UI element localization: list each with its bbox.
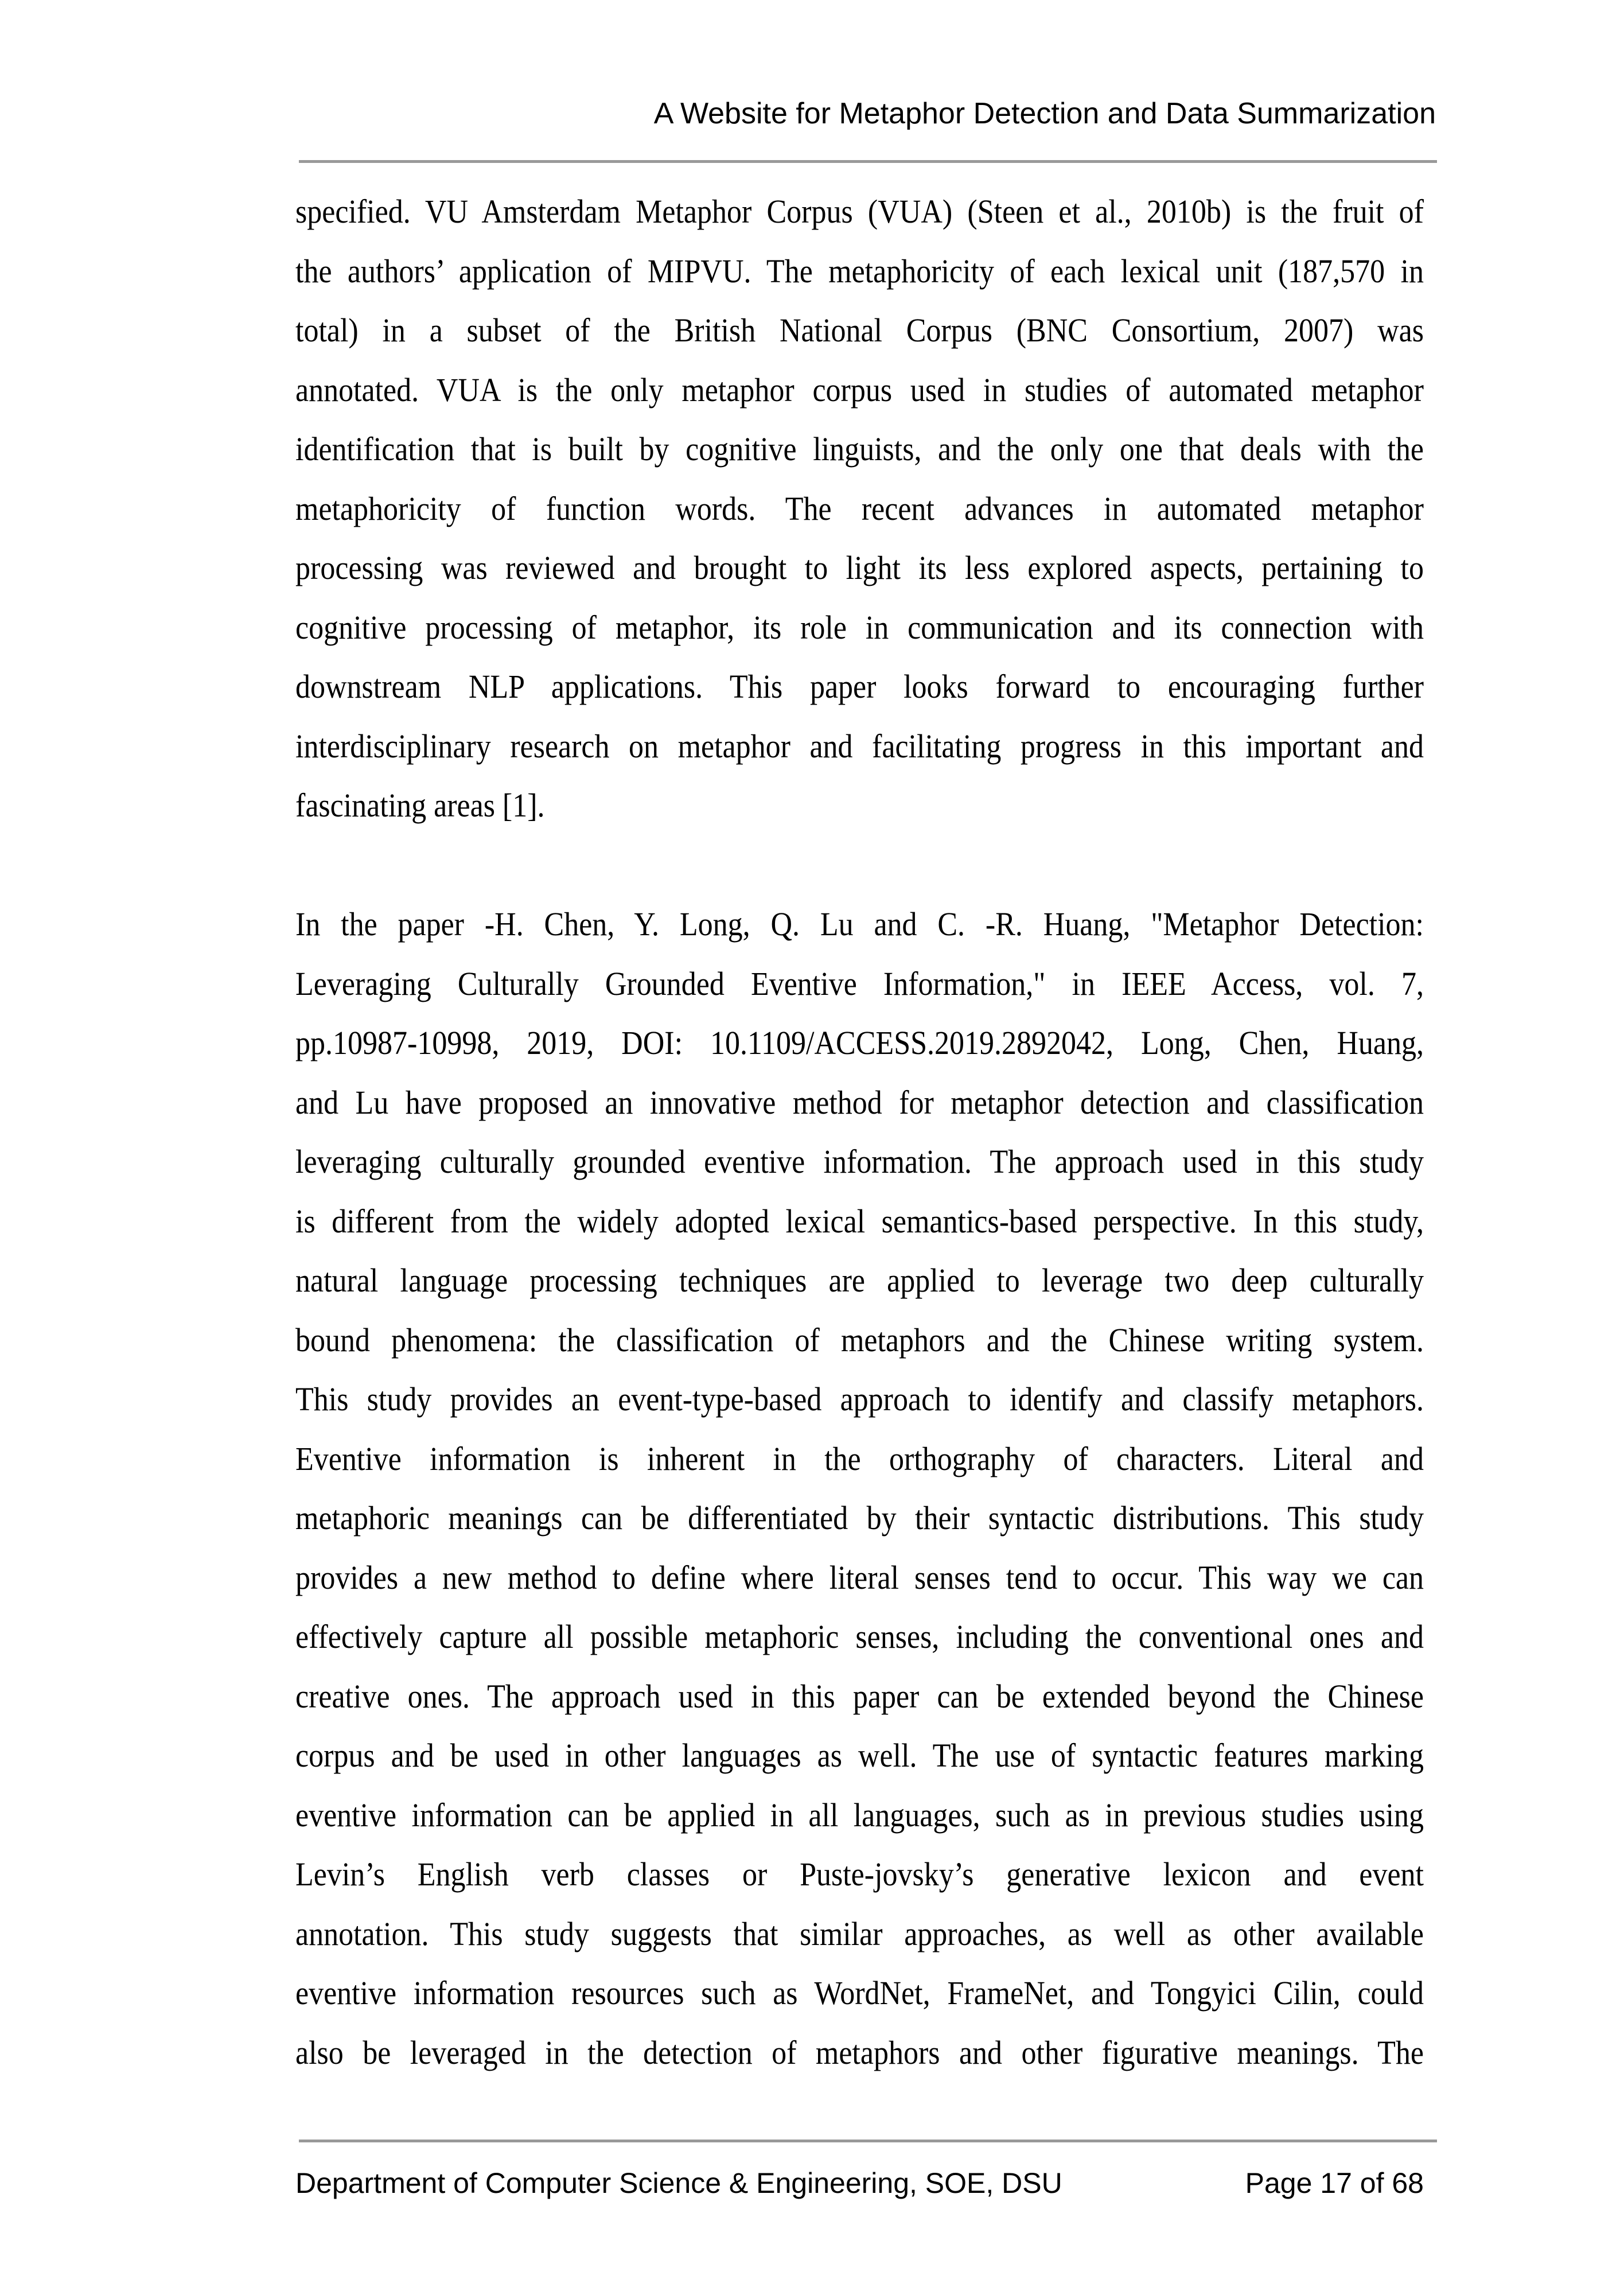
text-line: pp.10987-10998, 2019, DOI: 10.1109/ACCESS.2019.2892042, Long, Chen, Huang, — [295, 1025, 1424, 1062]
footer-page-number: Page 17 of 68 — [1245, 2167, 1424, 2199]
footer-rule — [299, 2140, 1437, 2142]
text-line: natural language processing techniques are applied to leverage two deep culturally — [295, 1262, 1424, 1300]
text-line: metaphoricity of function words. The recent advances in automated metaphor — [295, 491, 1424, 527]
text-line: the authors’ application of MIPVU. The metaphoricity of each lexical unit (187,570 in — [295, 253, 1424, 290]
text-line: and Lu have proposed an innovative method for metaphor detection and classification — [295, 1084, 1424, 1121]
text-line: provides a new method to define where literal senses tend to occur. This way we can — [295, 1559, 1424, 1596]
body-text — [295, 182, 1424, 2083]
text-line: This study provides an event-type-based approach to identify and classify metaphors. — [295, 1381, 1424, 1418]
text-line: is different from the widely adopted lexical semantics-based perspective. In this study, — [295, 1203, 1424, 1240]
text-line: bound phenomena: the classification of metaphors and the Chinese writing system. — [295, 1322, 1424, 1359]
text-line: creative ones. The approach used in this paper can be extended beyond the Chinese — [295, 1678, 1424, 1715]
text-line: fascinating areas [1]. — [295, 787, 545, 824]
body-paragraph — [295, 895, 1424, 2083]
text-line: Eventive information is inherent in the orthography of characters. Literal and — [295, 1441, 1424, 1477]
text-line: Leveraging Culturally Grounded Eventive Information," in IEEE Access, vol. 7, — [295, 966, 1424, 1002]
text-line: eventive information can be applied in all languages, such as in previous studies using — [295, 1797, 1424, 1834]
text-line: corpus and be used in other languages as well. The use of syntactic features marking — [295, 1737, 1424, 1775]
text-line: annotation. This study suggests that similar approaches, as well as other available — [295, 1916, 1424, 1952]
text-line: eventive information resources such as WordNet, FrameNet, and Tongyici Cilin, could — [295, 1975, 1424, 2012]
header-rule — [299, 160, 1437, 163]
text-line: specified. VU Amsterdam Metaphor Corpus (VUA) (Steen et al., 2010b) is the fruit of — [295, 193, 1424, 231]
body-paragraph — [295, 182, 1424, 836]
page-footer — [295, 2166, 1424, 2200]
text-line: annotated. VUA is the only metaphor corpus used in studies of automated metaphor — [295, 372, 1424, 409]
footer-department: Department of Computer Science & Engineering, SOE, DSU — [295, 2167, 1062, 2199]
text-line: metaphoric meanings can be differentiated by their syntactic distributions. This study — [295, 1500, 1424, 1537]
header-title: A Website for Metaphor Detection and Data Summarization — [653, 97, 1436, 130]
text-line: cognitive processing of metaphor, its role in communication and its connection with — [295, 609, 1424, 646]
text-line: also be leveraged in the detection of metaphors and other figurative meanings. The — [295, 2035, 1424, 2071]
text-line: processing was reviewed and brought to light its less explored aspects, pertaining to — [295, 550, 1424, 587]
text-line: downstream NLP applications. This paper looks forward to encouraging further — [295, 668, 1424, 706]
text-line: total) in a subset of the British National Corpus (BNC Consortium, 2007) was — [295, 312, 1424, 349]
text-line: In the paper -H. Chen, Y. Long, Q. Lu and C. -R. Huang, "Metaphor Detection: — [295, 906, 1424, 943]
text-line: leveraging culturally grounded eventive information. The approach used in this study — [295, 1143, 1424, 1181]
text-line: identification that is built by cognitive linguists, and the only one that deals with the — [295, 431, 1424, 468]
text-line: interdisciplinary research on metaphor and facilitating progress in this important and — [295, 728, 1424, 765]
text-line: Levin’s English verb classes or Puste-jovsky’s generative lexicon and event — [295, 1856, 1424, 1893]
text-line: effectively capture all possible metaphoric senses, including the conventional ones and — [295, 1619, 1424, 1656]
